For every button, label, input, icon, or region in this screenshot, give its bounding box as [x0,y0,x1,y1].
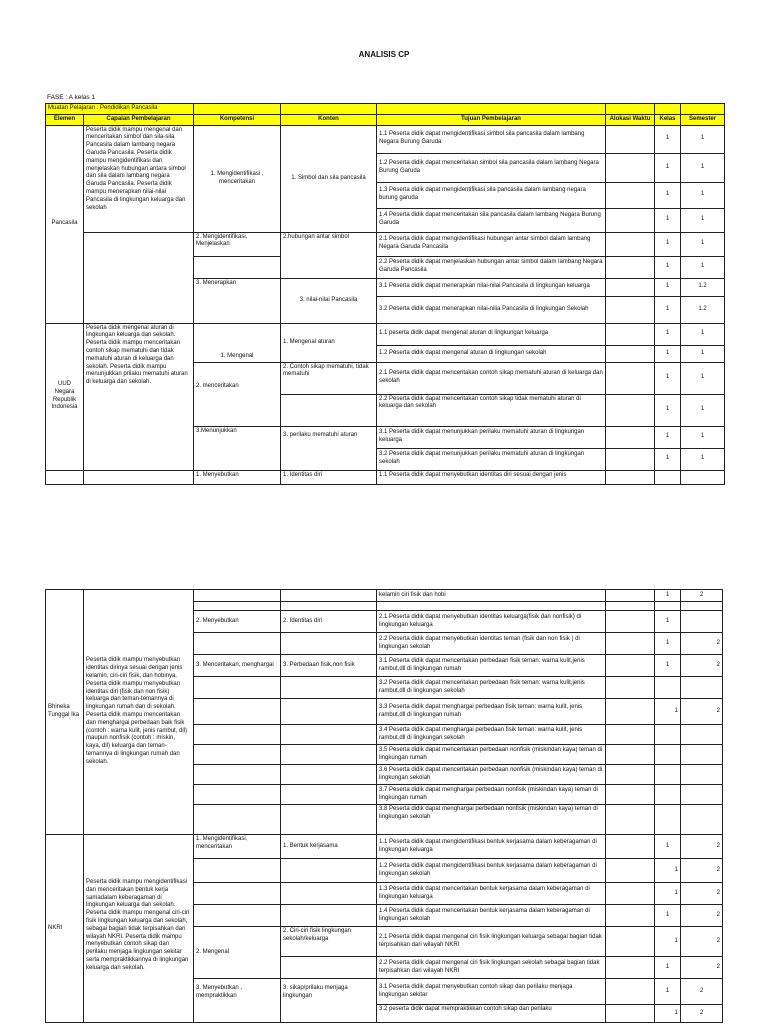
semester-cell: 1 [681,182,725,208]
tujuan-cell: 2.2 Peserta didik dapat menjelaskan hubungan antar simbol dalam lambang Negara Garuda Pancasila [377,256,606,278]
kelas-cell: 1 [655,699,681,725]
tujuan-cell: 3.6 Peserta didik dapat menceritakan perbedaan nonfisik (miskindan kaya) teman di lingkungan sekolah [377,765,606,785]
kelas-cell: 1 [655,153,681,182]
tujuan-cell: 3.4 Peserta didik dapat menghargai perbedaan fisik teman: warna kulit, jenis rambut,dll di lingkungan sekolah [377,725,606,745]
semester-cell: 2 [681,905,723,927]
kelas-cell: 1 [655,1005,681,1023]
kompetensi-cell: 2. Menyebutkan [194,611,281,633]
tujuan-cell: 1.2 Peserta didik dapat mengidentifikasi bentuk kerjasama dalam keberagaman di lingkungan sekolah [377,859,606,883]
kelas-cell: 1 [655,345,681,362]
kelas-cell: 1 [655,859,681,883]
tujuan-cell: 3.2 Peserta didik dapat menceritakan perbedaan fisik teman: warna kulit,jenis rambut,dll di lingkungan sekolah [377,677,606,699]
semester-cell: 1 [681,256,725,278]
table-row [46,125,725,153]
semester-cell: 1 [681,426,725,448]
semester-cell: 2 [681,633,723,655]
semester-cell [681,785,723,805]
tujuan-cell: 2.2 Peserta didik dapat menyebutkan identitas teman (fisik dan non fisik ) di lingkungan sekolah [377,633,606,655]
header-kompetensi: Kompetensi [194,114,281,125]
semester-cell: 1.2 [681,278,725,296]
tujuan-cell: 1.1 peserta didik dapat mengenal aturan di lingkungan keluarga [377,323,606,345]
cp-analysis-table-page2 [45,589,723,1023]
kelas-cell: 1 [655,448,681,470]
tujuan-cell: 3.5 Peserta didik dapat menceritakan perbedaan nonfisik (miskindan kaya) teman di lingkungan rumah [377,745,606,765]
capaian-cell: Peserta didik mampu mengidentifikasi dan menceritakan bentuk kerja samadalam keberagaman di lingkungan keluarga dan sekolah. Peserta didik mampu mengenal ciri-ciri fisik lingkungan keluarga dan sekolah, sebagai bagian tidak terpisahkan dari wilayah NKRI. Peserta didik mampu menyebutkan contoh sikap dan perilaku menjaga lingkungan sekitar serta mempraktikkannya di lingkungan keluarga dan sekolah. [84,835,194,1023]
semester-cell: 1.2 [681,296,725,323]
kelas-cell: 1 [655,905,681,927]
tujuan-cell: 3.2 Peserta didik dapat menerapkan nilai-nilia Pancasila di lingkungan Sekolah [377,296,606,323]
konten-cell: 2. Ciri-ciri fisik lingkungan sekolah/keluarga [281,927,377,957]
semester-cell: 1 [681,448,725,470]
tujuan-cell: 2.2 Peserta didik dapat mengenal ciri fisik lingkungan sekolah sebagai bagian tidak terpisahkan dari wilayah NKRI [377,957,606,979]
konten-cell: 3. nilai-nilai Pancasila [281,278,377,323]
semester-cell: 2 [681,699,723,725]
table-row [46,835,723,859]
konten-cell: 3. Perbedaan fisik,non fisik [281,655,377,677]
semester-cell [681,725,723,745]
kelas-cell [655,765,681,785]
cp-analysis-table-page1 [45,103,725,485]
kelas-cell: 1 [655,362,681,394]
tujuan-cell: 3.2 peserta didik dapat mempraktikkan contoh sikap dan perilaku [377,1005,606,1023]
capaian-cell: Peserta didik mampu menyebutkan identitas dirinya sesuai dengan jenis kelamin, ciri-ciri fisik, dan hobinya. Peserta didik mampu menyebutkan identitas diri (fisik dan non fisik) keluarga dan teman-temannya di lingkungan rumah dan di sekolah. Peserta didik mampu menceritakan dan menghargai perbedaan baik fisik (contoh : warna kulit, jenis rambut, dll) maupun nonfisik (contoh : miskin, kaya, dll) keluarga dan teman-temannya di lingkungan rumah dan sekolah. [84,590,194,835]
tujuan-cell: 2.1 Peserta didik dapat mengenal ciri fisik lingkungan keluarga sebagai bagian tidak terpisahkan dari wilayah NKRI [377,927,606,957]
header-alokasi: Alokasi Waktu [606,114,655,125]
kelas-cell: 1 [655,256,681,278]
semester-cell: 2 [681,927,723,957]
konten-cell: 2.hubungan antar simbol [281,232,377,278]
tujuan-cell: 3.2 Peserta didik dapat menunjukkan perilaku mematuhi aturan di lingkungan sekolah [377,448,606,470]
tujuan-cell: 2.1 Peserta didik dapat menceritakan contoh sikap mematuhi aturan di keluarga dan sekolah [377,362,606,394]
kelas-cell: 1 [655,835,681,859]
kompetensi-cell: 1. Mengidentifikasi, menceritakan [194,835,281,859]
page-break [0,494,768,584]
tujuan-cell: 1.4 Peserta didik dapat menceritakan sila pancasila dalam lambang Negara Burung Garuda [377,208,606,232]
tujuan-cell: 2.1 Peserta didik dapat mengidentifikasi hubungan antar simbol dalam lambang Negara Garuda Pancasila [377,232,606,256]
semester-cell: 2 [681,979,723,1005]
tujuan-cell: 1.1 Peserta didik dapat menyebutkan identitas diri sesuai dengan jenis [377,470,606,484]
kompetensi-cell: 2. Mengidentifikasi, Menjelaskan [194,232,281,256]
tujuan-cell: 1.3 Peserta didik dapat mengidentifikasi sila pancasila dalam lambang negara burung garuda [377,182,606,208]
kelas-cell [655,745,681,765]
kelas-cell: 1 [655,883,681,905]
kelas-cell [655,785,681,805]
kelas-cell: 1 [655,394,681,426]
kelas-cell: 1 [655,323,681,345]
kelas-cell: 1 [655,590,681,602]
kelas-cell: 1 [655,979,681,1005]
konten-cell: 1. Bentuk kerjasama [281,835,377,859]
konten-cell: 2. Identitas diri [281,611,377,633]
kelas-cell [655,805,681,835]
tujuan-cell: 3.7 Peserta didik dapat menghargai perbedaan nonfisik (miskindan kaya) teman di lingkungan rumah [377,785,606,805]
kelas-cell: 1 [655,296,681,323]
tujuan-cell: 3.1 Peserta didik dapat menceritakan perbedaan fisik teman: warna kulit,jenis rambut,dll di lingkungan rumah [377,655,606,677]
header-semester: Semester [681,114,725,125]
kelas-cell [655,677,681,699]
kompetensi-cell: 2. Mengenal [194,927,281,979]
fase-label: FASE : A kelas 1 [47,94,96,101]
kelas-cell: 1 [655,655,681,677]
konten-cell: 2. Contoh sikap mematuhi, tidak mematuhi [281,362,377,394]
kelas-cell: 1 [655,957,681,979]
tujuan-cell: kelamin ciri fisik dan hobi [377,590,606,602]
semester-cell: 2 [681,957,723,979]
header-tujuan: Tujuan Pembelajaran [377,114,606,125]
semester-cell: 2 [681,655,723,677]
kelas-cell: 1 [655,125,681,153]
konten-cell: 1. Mengenal aturan [281,323,377,362]
kompetensi-cell: 3. Menerapkan [194,278,281,323]
tujuan-cell: 1.1 Peserta didik dapat mengidentifikasi simbol sila pancasila dalam lambang Negara Burung Garuda [377,125,606,153]
konten-cell: 3. perilaku mematuhi aturan [281,426,377,470]
semester-cell: 1 [681,125,725,153]
semester-cell: 1 [681,208,725,232]
kompetensi-cell: 3. Menyebutkan , mempraktikkan [194,979,281,1023]
table-row [46,323,725,345]
tujuan-cell: 3.1 Peserta didik dapat menerapkan nilai-nilai Pancasila di lingkungan keluarga [377,278,606,296]
kelas-cell: 1 [655,232,681,256]
header-elemen: Elemen [46,114,84,125]
capaian-cell: Peserta didik mampu mengenal dan menceritakan simbol dan sila-sila Pancasila dalam lambang negara Garuda Pancasila. Peserta didik mampu mengidentifikasi dan menjelaskan hubungan antara simbol dan sila dalam lambang negara Garuda Pancasila. Peserta didik mampu menerapkan nilai-nilai Pancasila di lingkungan keluarga dan sekolah [84,125,194,232]
kelas-cell: 1 [655,182,681,208]
elemen-cell: NKRI [46,835,84,1023]
semester-cell: 2 [681,590,723,602]
tujuan-cell: 3.8 Peserta didik dapat menghargai perbedaan nonfisik (miskindan kaya) teman di lingkungan sekolah [377,805,606,835]
kelas-cell: 1 [655,633,681,655]
tujuan-cell: 3.1 Peserta didik dapat menunjukkan perilaku mematuhi aturan di lingkungan keluarga [377,426,606,448]
tujuan-cell: 1.2 Peserta didik dapat menceritakan simbol sila pancasila dalam lambang Negara Burung Garuda [377,153,606,182]
semester-cell: 1 [681,153,725,182]
table-row [46,232,725,256]
semester-cell: 1 [681,345,725,362]
konten-cell: 1. Identitas diri [281,470,377,484]
header-konten: Konten [281,114,377,125]
semester-cell: 2 [681,835,723,859]
semester-cell [681,611,723,633]
kompetensi-cell: 3.Menunjukkan [194,426,281,470]
kelas-cell: 1 [655,611,681,633]
tujuan-cell: 3.3 Peserta didik dapat menghargai perbedaan fisik teman: warna kulit, jenis rambut,dll di lingkungan rumah [377,699,606,725]
semester-cell [681,765,723,785]
konten-cell: 3. sikap/prilaku menjaga lingkungan [281,979,377,1023]
header-kelas: Kelas [655,114,681,125]
table-row [46,590,723,602]
table-row [46,470,725,484]
tujuan-cell: 1.2 Peserta didik dapat mengenal aturan di lingkungan sekolah [377,345,606,362]
semester-cell: 1 [681,394,725,426]
tujuan-cell: 1.4 Peserta didik dapat menceritakan bentuk kerjasama dalam keberagaman di lingkungan sekolah [377,905,606,927]
konten-cell: 1. Simbol dan sila pancasila [281,125,377,232]
kelas-cell: 1 [655,927,681,957]
semester-cell: 1 [681,232,725,256]
kompetensi-cell: 1. Menyebutkan [194,470,281,484]
semester-cell [681,745,723,765]
kompetensi-cell: 3. Menceritakan, menghargai [194,655,281,677]
tujuan-cell: 1.1 Peserta didik dapat mengidentifikasi bentuk kerjasama dalam keberagaman di lingkungan keluarga [377,835,606,859]
semester-cell: 2 [681,859,723,883]
tujuan-cell: 2.2 Peserta didik dapat menceritakan contoh sikap tidak mematuhi aturan di keluarga dan sekolah [377,394,606,426]
capaian-cell: Peserta didik mengenal aturan di lingkungan keluarga dan sekolah. Peserta didik mampu menceritakan contoh sikap mematuhi dan tidak mematuhi aturan di keluarga dan sekolah. Peserta didik mampu menunjukkan prilaku mematuhi aturan di keluarga dan sekolah. [84,323,194,470]
elemen-cell: Bhineka Tunggal Ika [46,590,84,835]
elemen-cell: UUD Negara Republik Indonesia [46,323,84,470]
document-title: ANALISIS CP [358,50,410,59]
muatan-pelajaran: Muatan Pelajaran : Pendidikan Pancasila [46,104,194,115]
kompetensi-cell: 1. Mengenal [194,323,281,362]
kompetensi-cell: 2. menceritakan [194,362,281,426]
kelas-cell: 1 [655,278,681,296]
kompetensi-cell: 1. Mengidentifikasi , menceritakan [194,125,281,232]
kelas-cell: 1 [655,208,681,232]
semester-cell [681,677,723,699]
kelas-cell: 1 [655,426,681,448]
semester-cell: 2 [681,1005,723,1023]
semester-cell: 1 [681,323,725,345]
tujuan-cell: 3.1 Peserta didik dapat menyebutkan contoh sikap dan perilaku menjaga lingkungan sekitar [377,979,606,1005]
elemen-cell: Pancasila [46,125,84,323]
tujuan-cell: 1.3 Peserta didik dapat menceritakan bentuk kerjasama dalam keberagaman di lingkungan keluarga [377,883,606,905]
semester-cell [681,805,723,835]
semester-cell: 1 [681,362,725,394]
semester-cell: 2 [681,883,723,905]
tujuan-cell: 2.1 Peserta didik dapat menyebutkan identitas keluarga(fisik dan nonfisik) di lingkungan keluarga [377,611,606,633]
header-capaian: Capaian Pembelajaran [84,114,194,125]
kelas-cell [655,725,681,745]
